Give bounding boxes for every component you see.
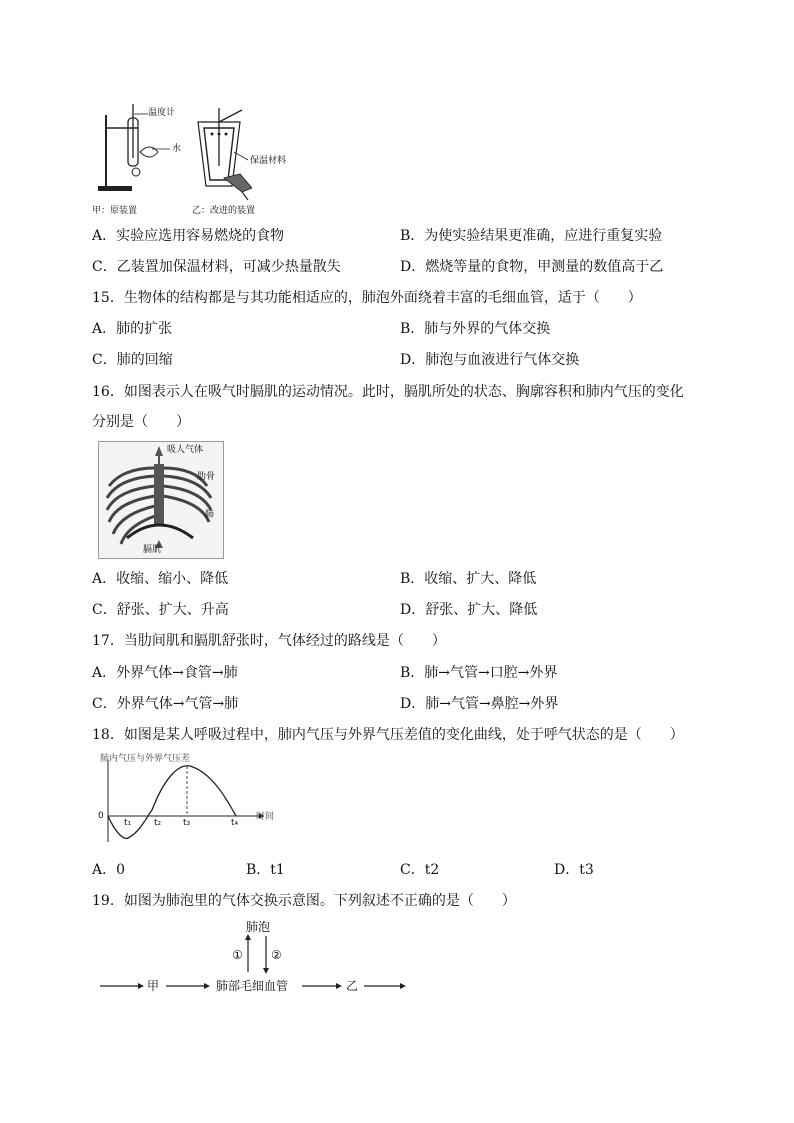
q14-option-c[interactable]: C．乙装置加保温材料，可减少热量散失 [92,259,341,275]
q14-option-d[interactable]: D．燃烧等量的食物，甲测量的数值高于乙 [400,259,664,275]
q16-option-a[interactable]: A．收缩、缩小、降低 [92,571,229,587]
label-lung: 肺 [205,510,215,520]
origin-label: 0 [98,811,104,821]
q18-option-b[interactable]: B．t1 [246,862,285,878]
q19-figure [96,918,416,998]
label-arrow-one: ① [232,948,243,962]
q19-stem: 19．如图为肺泡里的气体交换示意图。下列叙述不正确的是（ ） [92,893,516,909]
x-axis-label: 时间 [256,812,275,822]
q14-option-b[interactable]: B．为使实验结果更准确，应进行重复实验 [400,228,663,244]
q18-option-d[interactable]: D．t3 [554,862,594,878]
q14-option-a[interactable]: A．实验应选用容易燃烧的食物 [92,228,285,244]
label-yi: 乙 [346,979,359,993]
tick-t3: t₃ [183,818,191,828]
q15-option-c[interactable]: C．肺的回缩 [92,352,173,368]
q17-option-d[interactable]: D．肺→气管→鼻腔→外界 [400,696,559,712]
q15-stem: 15．生物体的结构都是与其功能相适应的，肺泡外面绕着丰富的毛细血管，适于（ ） [92,290,642,306]
q15-option-d[interactable]: D．肺泡与血液进行气体交换 [400,352,580,368]
q17-option-a[interactable]: A．外界气体→食管→肺 [92,665,238,681]
q16-stem-line1: 16．如图表示人在吸气时膈肌的运动情况。此时，膈肌所处的状态、胸廓容积和肺内气压的变化 [92,384,684,400]
label-diaphragm: 膈肌 [143,545,162,555]
q16-option-c[interactable]: C．舒张、扩大、升高 [92,602,229,618]
q18-option-a[interactable]: A．0 [92,862,126,878]
q15-option-b[interactable]: B．肺与外界的气体交换 [400,321,551,337]
caption-original-device: 甲：原装置 [92,206,138,216]
q16-option-b[interactable]: B．收缩、扩大、降低 [400,571,537,587]
label-arrow-two: ② [271,948,282,962]
label-inhaled-air: 吸人气体 [167,445,204,455]
tick-t1: t₁ [124,818,132,828]
q16-stem-line2: 分别是（ ） [92,414,190,430]
q17-option-c[interactable]: C．外界气体→气管→肺 [92,696,239,712]
label-rib: 肋骨 [197,472,216,482]
q18-stem: 18．如图是某人呼吸过程中，肺内气压与外界气压差值的变化曲线，处于呼气状态的是（ ） [92,727,684,743]
q16-option-d[interactable]: D．舒张、扩大、降低 [400,602,538,618]
label-thermometer: 温度计 [148,108,176,118]
label-jia: 甲 [147,979,160,993]
label-alveolus: 肺泡 [246,920,271,934]
q17-stem: 17．当肋间肌和膈肌舒张时，气体经过的路线是（ ） [92,633,446,649]
q15-option-a[interactable]: A．肺的扩张 [92,321,173,337]
q18-figure [96,754,286,848]
apparatus-drawing [92,100,312,205]
q14-figure [92,100,312,222]
label-insulation: 保温材料 [250,156,287,166]
tick-t2: t₂ [154,818,162,828]
label-water: 水 [172,144,182,154]
q17-option-b[interactable]: B．肺→气管→口腔→外界 [400,665,558,681]
y-axis-label: 肺内气压与外界气压差 [100,754,191,764]
label-lung-capillary: 肺部毛细血管 [216,979,289,993]
ribcage-drawing [99,442,223,558]
pressure-curve [96,754,286,848]
tick-t4: t₄ [231,818,239,828]
q16-figure [98,441,224,559]
caption-improved-device: 乙：改进的装置 [192,206,256,216]
q18-option-c[interactable]: C．t2 [400,862,440,878]
